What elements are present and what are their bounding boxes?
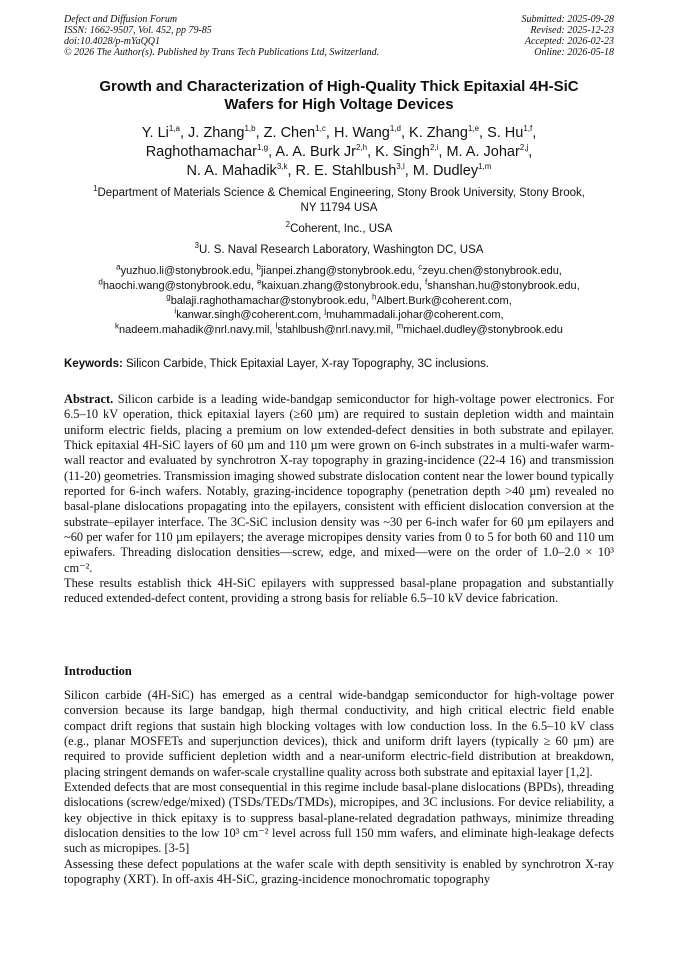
author-name: S. Hu <box>487 125 524 141</box>
email-marker: b <box>256 262 261 272</box>
email-address[interactable]: Albert.Burk@coherent.com, <box>376 294 512 307</box>
author-separator: , <box>179 125 189 141</box>
author-separator: , <box>404 163 413 179</box>
abstract-paragraph: These results establish thick 4H-SiC epilayers with suppressed basal-plane propagation and substantially reduced extended-defect content, providing a strong basis for reliable 6.5–10 kV device fabrication. <box>64 576 614 606</box>
email-marker: h <box>372 291 377 301</box>
affiliation-text: NY 11794 USA <box>300 202 378 214</box>
author-affiliation-marker: 1,e <box>467 124 480 134</box>
author-separator: , <box>325 125 334 141</box>
keywords-label: Keywords: <box>64 358 123 370</box>
email-marker: a <box>116 262 121 272</box>
title-line: Growth and Characterization of High-Quality Thick Epitaxial 4H-SiC <box>99 78 579 95</box>
email-marker: f <box>424 277 428 287</box>
keywords <box>64 357 624 371</box>
email-marker: k <box>115 321 120 331</box>
affiliation-2 <box>70 222 608 237</box>
email-address[interactable]: zeyu.chen@stonybrook.edu, <box>422 265 562 277</box>
author-name: J. Zhang <box>188 125 245 141</box>
author-line <box>70 143 608 162</box>
journal-info <box>64 14 464 58</box>
email-line <box>58 279 620 294</box>
abstract-label: Abstract. <box>64 392 114 406</box>
author-affiliation-marker: 1,g <box>256 143 269 153</box>
email-marker: c <box>418 262 423 272</box>
abstract-paragraph: Silicon carbide is a leading wide-bandgap semiconductor for high-voltage power electronics. For 6.5–10 kV operation, thick epitaxial layers (≥60 µm) are required to sustain depletion width and maintain uniform electric fields, placing a premium on low extended-defect densities in both substrate and epilayer. Thick epitaxial 4H-SiC layers of 60 µm and 110 µm were grown on 6-inch substrates in a multi-wafer warm-wall reactor and evaluated by synchrotron X-ray topography in grazing-incidence (22-4 16) and transmission (11-20) geometries. Transmission imaging showed substrate dislocation content near the lower bound typically reported for 6-inch wafers. Notably, grazing-incidence topography (penetration depth >40 µm) revealed no basal-plane dislocations propagating into the epilayers, consistent with efficient dislocation conversion at the substrate–epilayer interface. The 3C-SiC inclusion density was ~30 per 6-inch wafer for 60 µm epilayers and ~60 per wafer for 110 µm epilayers; the average micropipes density varies from 0 to 5 for both 60 and 110 um epiwafers. Threading dislocation densities—screw, edge, and mixed—were on the order of 1.0–2.0 × 10³ cm⁻². <box>64 392 614 575</box>
affiliation-text: U. S. Naval Research Laboratory, Washington DC, USA <box>199 244 484 256</box>
email-marker: g <box>166 291 171 301</box>
author-list <box>70 124 608 181</box>
email-address[interactable]: michael.dudley@stonybrook.edu <box>403 324 563 337</box>
author-separator: , <box>367 144 376 160</box>
title-line: Wafers for High Voltage Devices <box>224 96 454 113</box>
author-name: Z. Chen <box>263 125 316 141</box>
email-address[interactable]: yuzhuo.li@stonybrook.edu, <box>120 265 257 277</box>
intro-paragraph: Silicon carbide (4H-SiC) has emerged as a central wide-bandgap semiconductor for high-voltage power conversion because its large bandgap, high thermal conductivity, and high critical electric field enable compact drift regions that sustain high blocking voltages with low conduction loss. In the 6.5–10 kV class (e.g., planar MOSFETs and superjunction devices), thick and uniform drift layers (typically ≥ 60 µm) are required to provide sufficient depletion width and a near-uniform electric-field distribution at breakdown, placing stringent demands on wafer-scale crystalline quality across both substrate and epitaxial layer [1,2]. <box>64 688 614 779</box>
email-address[interactable]: haochi.wang@stonybrook.edu, <box>102 279 258 292</box>
email-marker: j <box>324 306 327 316</box>
author-affiliation-marker: 2,h <box>355 143 368 153</box>
email-address[interactable]: balaji.raghothamachar@stonybrook.edu, <box>170 294 373 307</box>
author-name: A. A. Burk Jr <box>275 144 356 160</box>
author-affiliation-marker: 1,f <box>523 124 533 134</box>
author-name: Y. Li <box>141 125 169 141</box>
email-line <box>58 308 620 323</box>
online-date: Online: 2026-05-18 <box>534 47 614 58</box>
author-affiliation-marker: 1,d <box>389 124 401 134</box>
author-separator: , <box>479 125 488 141</box>
email-address[interactable]: nadeem.mahadik@nrl.navy.mil, <box>119 324 276 337</box>
author-affiliation-marker: 3,k <box>276 162 288 172</box>
intro-paragraph: Extended defects that are most consequential in this regime include basal-plane dislocations (BPDs), threading dislocations (screw/edge/mixed) (TSDs/TEDs/TMDs), micropipes, and 3C inclusions. For device reliability, a key objective in thick epitaxy is to suppress basal-plane-related degradation pathways, minimize threading dislocation densities to the low 10³ cm⁻² level across full 150 mm wafers, and eliminate high-leakage defects such as micropipes. [3-5] <box>64 780 614 856</box>
author-separator: , <box>268 144 276 160</box>
author-separator: , <box>400 125 410 141</box>
author-affiliation-marker: 2,i <box>429 143 439 153</box>
keywords-text: Silicon Carbide, Thick Epitaxial Layer, X-ray Topography, 3C inclusions. <box>122 358 490 370</box>
section-heading: Introduction <box>64 664 132 678</box>
author-line <box>70 124 608 143</box>
affiliation-text: Department of Materials Science & Chemical Engineering, Stony Brook University, Stony Brook, <box>97 187 585 199</box>
affiliation-1 <box>70 186 608 216</box>
revised-date: Revised: 2025-12-23 <box>530 25 614 36</box>
introduction-body <box>64 688 614 887</box>
author-name: M. Dudley <box>412 163 479 179</box>
author-name: K. Zhang <box>409 125 468 141</box>
author-separator: , <box>255 125 264 141</box>
author-name: H. Wang <box>333 125 390 141</box>
email-list <box>58 264 620 338</box>
email-address[interactable]: muhammadali.johar@coherent.com, <box>326 309 504 322</box>
email-marker: i <box>174 306 177 316</box>
author-line <box>70 162 608 181</box>
author-affiliation-marker: 1,m <box>478 162 492 172</box>
issn: ISSN: 1662-9507, Vol. 452, pp 79-85 <box>64 25 212 36</box>
affiliation-marker: 1 <box>93 184 98 194</box>
email-address[interactable]: jianpei.zhang@stonybrook.edu, <box>260 265 419 277</box>
author-affiliation-marker: 1,c <box>315 124 326 134</box>
email-address[interactable]: kaixuan.zhang@stonybrook.edu, <box>261 279 425 292</box>
author-affiliation-marker: 3,l <box>396 162 405 172</box>
accepted-date: Accepted: 2026-02-23 <box>524 36 614 47</box>
doi: doi:10.4028/p-mYaQQ1 <box>64 36 161 47</box>
author-separator: , <box>528 144 533 160</box>
dates-info <box>414 14 614 58</box>
author-affiliation-marker: 1,b <box>244 124 256 134</box>
author-separator: , <box>532 125 537 141</box>
email-line <box>58 323 620 338</box>
email-marker: l <box>275 321 278 331</box>
affiliation-marker: 2 <box>285 220 291 230</box>
email-address[interactable]: stahlbush@nrl.navy.mil, <box>277 324 397 337</box>
affiliation-marker: 3 <box>194 241 199 251</box>
email-line <box>58 291 620 309</box>
author-name: M. A. Johar <box>446 144 520 160</box>
author-affiliation-marker: 1,a <box>168 124 180 134</box>
author-name: Raghothamachar <box>145 144 257 160</box>
email-marker: d <box>98 277 103 287</box>
email-line <box>58 264 620 279</box>
author-separator: , <box>287 163 296 179</box>
email-address[interactable]: shanshan.hu@stonybrook.edu, <box>427 279 580 292</box>
copyright: © 2026 The Author(s). Published by Trans Tech Publications Ltd, Switzerland. <box>64 47 380 58</box>
author-name: N. A. Mahadik <box>186 163 277 179</box>
journal-name: Defect and Diffusion Forum <box>64 14 178 25</box>
abstract <box>64 392 614 607</box>
author-separator: , <box>438 144 447 160</box>
affiliation-3 <box>70 243 608 258</box>
author-affiliation-marker: 2,j <box>519 143 529 153</box>
paper-title <box>70 78 608 114</box>
submitted-date: Submitted: 2025-09-28 <box>521 14 614 25</box>
email-address[interactable]: kanwar.singh@coherent.com, <box>176 309 325 322</box>
email-marker: e <box>257 277 262 287</box>
affiliation-text: Coherent, Inc., USA <box>290 223 393 235</box>
author-name: K. Singh <box>375 144 430 160</box>
intro-paragraph: Assessing these defect populations at the wafer scale with depth sensitivity is enabled by synchrotron X-ray topography (XRT). In off-axis 4H-SiC, grazing-incidence monochromatic topography <box>64 856 614 887</box>
email-marker: m <box>396 321 404 331</box>
author-name: R. E. Stahlbush <box>295 163 397 179</box>
